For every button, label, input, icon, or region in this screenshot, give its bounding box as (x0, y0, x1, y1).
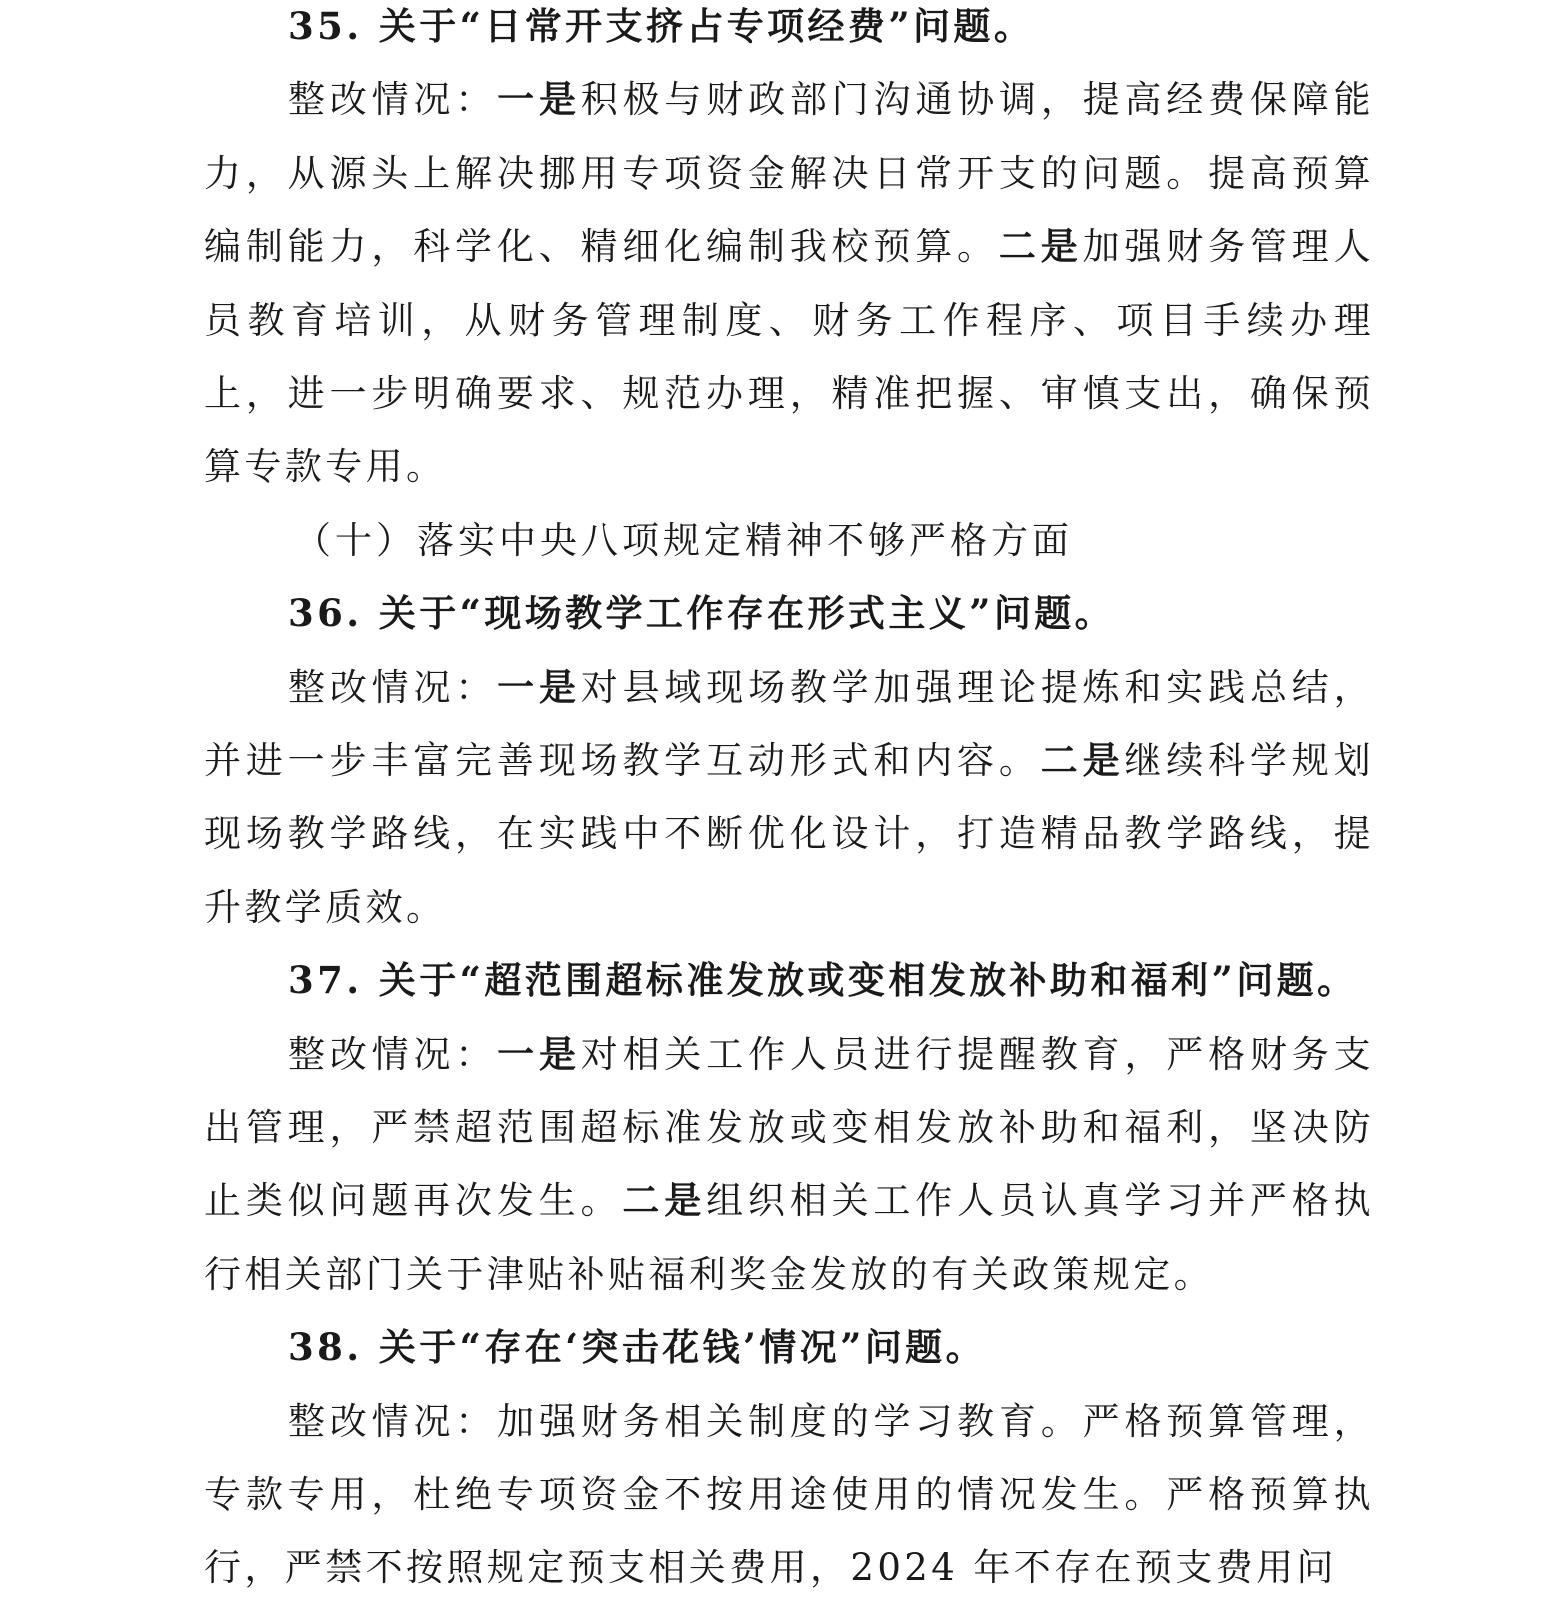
item-37-prefix: 整改情况： (288, 1032, 498, 1076)
item-37-heading: 37. 关于“超范围超标准发放或变相发放补助和福利”问题。 (288, 958, 1358, 1003)
item-36-body (204, 651, 1374, 945)
item-36-marker-1: 一是 (497, 664, 581, 709)
item-35-prefix: 整改情况： (288, 78, 498, 122)
item-37-text-2: 组织相关工作人员认真学习并严格执行相关部门关于津贴补贴福利奖金发放的有关政策规定。 (204, 1179, 1375, 1296)
item-35-text-1: 积极与财政部门沟通协调，提高经费保障能力，从源头上解决挪用专项资金解决日常开支的问题。提高预算编制能力，科学化、精细化编制我校预算。 (204, 78, 1374, 269)
item-38-heading: 38. 关于“存在‘突击花钱’情况”问题。 (288, 1325, 986, 1370)
item-36-text-1: 对县域现场教学加强理论提炼和实践总结，并进一步丰富完善现场教学互动形式和内容。 (204, 665, 1374, 783)
item-36-prefix: 整改情况： (288, 665, 498, 709)
item-38-body (204, 1385, 1374, 1605)
item-35-text-2: 加强财务管理人员教育培训，从财务管理制度、财务工作程序、项目手续办理上，进一步明确要求、规范办理，精准把握、审慎支出，确保预算专款专用。 (204, 225, 1374, 489)
item-36-marker-2: 二是 (1040, 738, 1125, 783)
item-38-prefix: 整改情况： (288, 1399, 498, 1443)
item-36-text-2: 继续科学规划现场教学路线，在实践中不断优化设计，打造精品教学路线，提升教学质效。 (204, 739, 1375, 929)
item-37-marker-1: 一是 (497, 1031, 581, 1076)
item-37-body (204, 1018, 1374, 1312)
item-36-heading: 36. 关于“现场教学工作存在形式主义”问题。 (288, 591, 1116, 636)
item-35-marker-2: 二是 (998, 224, 1083, 269)
section-10-heading: （十）落实中央八项规定精神不够严格方面 (294, 518, 1073, 562)
item-37-marker-2: 二是 (622, 1178, 707, 1223)
item-35-heading: 35. 关于“日常开支挤占专项经费”问题。 (288, 4, 1035, 48)
item-35-marker-1: 一是 (497, 77, 581, 122)
item-37-text-1: 对相关工作人员进行提醒教育，严格财务支出管理，严禁超范围超标准发放或变相发放补助和福利，坚决防止类似问题再次发生。 (204, 1032, 1374, 1223)
item-38-text-1: 加强财务相关制度的学习教育。严格预算管理，专款专用，杜绝专项资金不按用途使用的情况发生。严格预算执行，严禁不按照规定预支相关费用，2024 年不存在预支费用问 (204, 1399, 1374, 1590)
item-35-body (204, 63, 1374, 503)
document-page (204, 0, 1374, 1605)
